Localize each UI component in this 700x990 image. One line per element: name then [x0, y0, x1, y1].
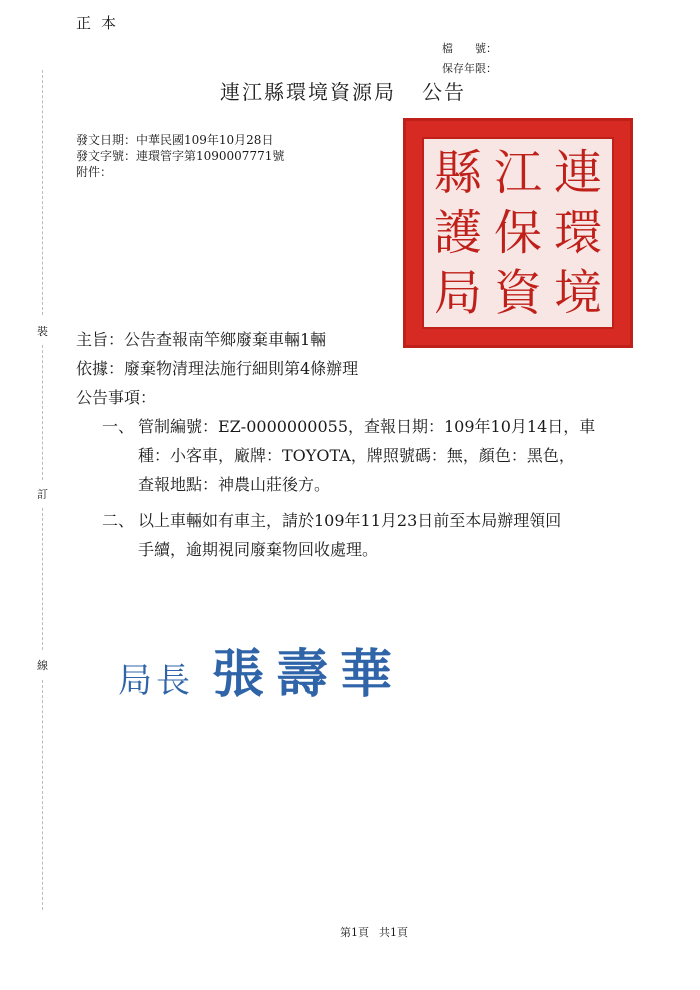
retention-label: 保存年限： [442, 62, 497, 75]
seal-char: 環 [553, 205, 602, 261]
binding-mark: 線 [37, 659, 48, 672]
seal-char: 縣 [433, 145, 482, 201]
signature-name: 張壽華 [212, 644, 405, 705]
signature-stamp [118, 632, 404, 707]
file-number-label: 檔 號： [442, 42, 497, 55]
binding-mark: 訂 [37, 488, 48, 501]
item-text: 手續，逾期視同廢棄物回收處理。 [138, 540, 379, 559]
item-text: 管制編號：EZ-0000000055，查報日期：109年10月14日，車 [138, 417, 596, 436]
seal-char: 連 [553, 145, 602, 201]
seal-char: 江 [493, 145, 542, 201]
signature-title: 局長 [118, 661, 194, 701]
seal-characters [428, 143, 608, 323]
seal-char: 境 [553, 265, 602, 321]
issue-date: 發文日期：中華民國109年10月28日 [76, 133, 274, 147]
seal-char: 護 [433, 205, 482, 261]
item-number: 一、 [102, 417, 135, 436]
item-text: 查報地點：神農山莊後方。 [138, 475, 331, 494]
binding-line [42, 70, 43, 315]
copy-mark: 正本 [76, 14, 127, 32]
binding-line [42, 680, 43, 910]
page-total: 共1頁 [379, 926, 408, 939]
document-type: 公告 [422, 80, 466, 104]
subject-line: 主旨：公告查報南竿鄉廢棄車輛1輛 [76, 330, 327, 349]
page-title [220, 76, 466, 105]
basis-line: 依據：廢棄物清理法施行細則第4條辦理 [76, 359, 359, 378]
seal-char: 保 [493, 205, 542, 261]
binding-line [42, 508, 43, 650]
item-text: 種：小客車，廠牌：TOYOTA，牌照號碼：無，顏色：黑色， [138, 446, 575, 465]
issue-number: 發文字號：連環管字第1090007771號 [76, 149, 285, 163]
agency-name: 連江縣環境資源局 [220, 80, 396, 104]
page-number: 第1頁 [340, 926, 369, 939]
items-heading: 公告事項： [76, 388, 157, 407]
seal-char: 資 [493, 265, 542, 321]
item-number: 二、 [102, 511, 135, 530]
official-seal [403, 118, 633, 348]
binding-line [42, 345, 43, 480]
item-text: 以上車輛如有車主，請於109年11月23日前至本局辦理領回 [138, 511, 562, 530]
binding-mark: 裝 [37, 325, 48, 338]
seal-char: 局 [433, 265, 482, 321]
page-footer [340, 924, 408, 940]
attachment-label: 附件： [76, 165, 113, 179]
